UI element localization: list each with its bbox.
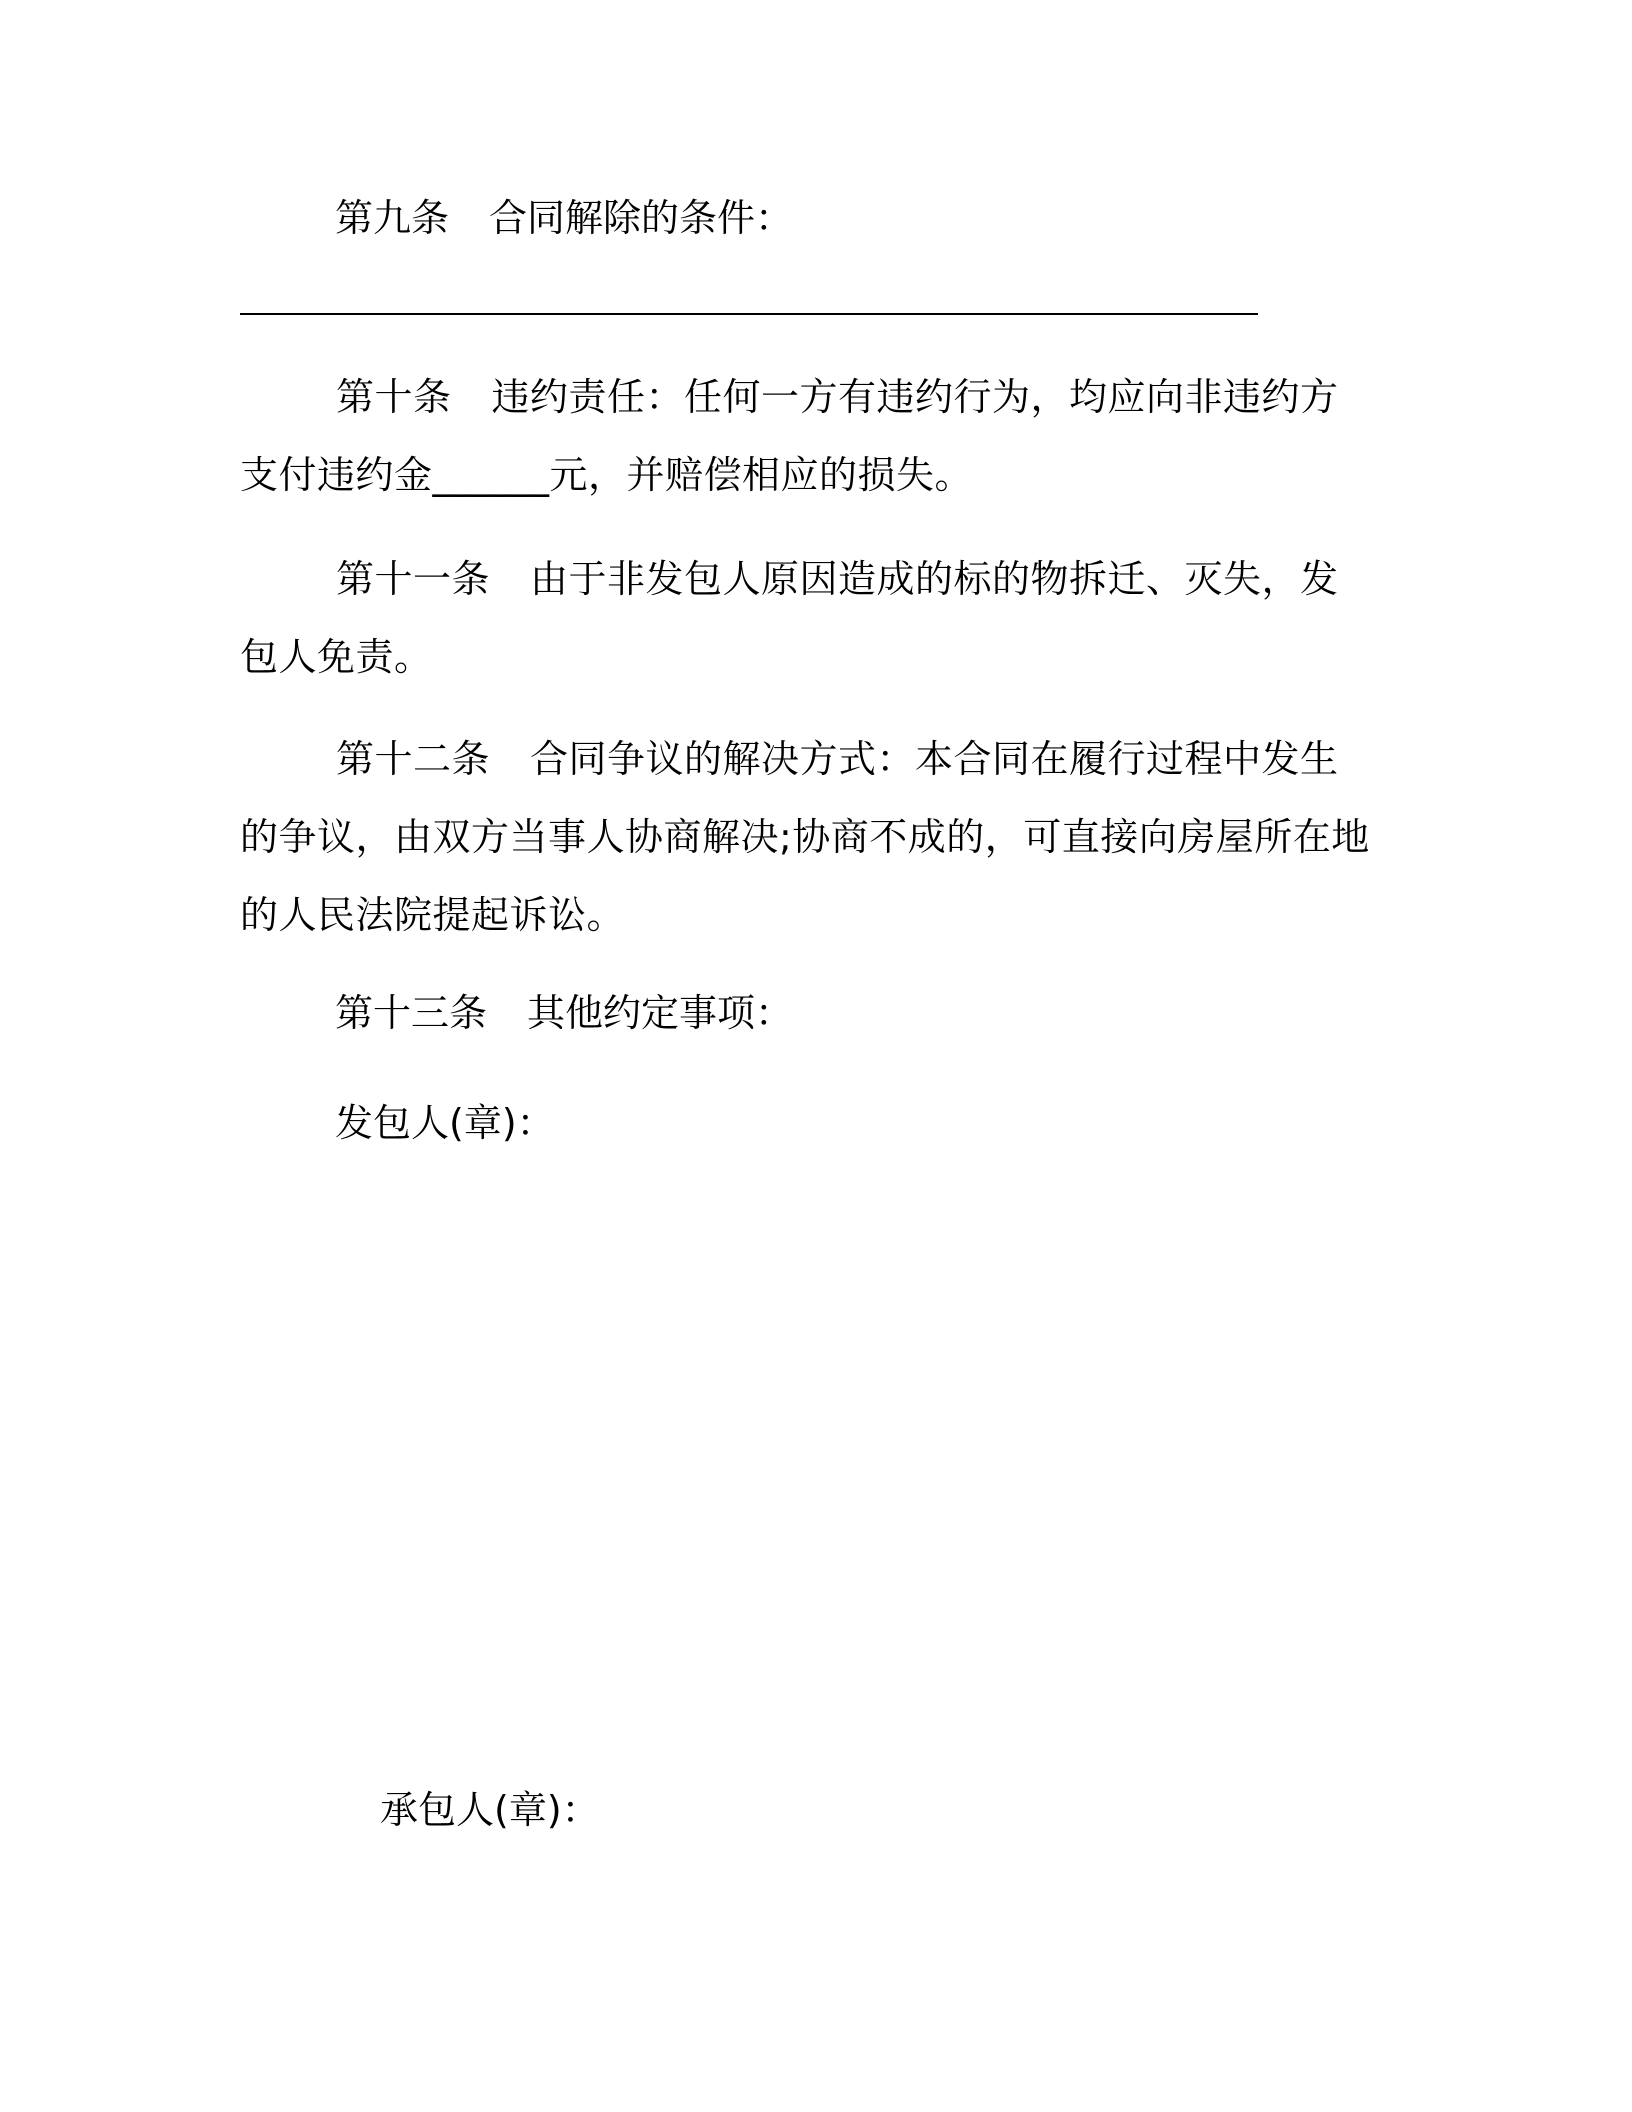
article-13-text: 其他约定事项： bbox=[527, 991, 794, 1035]
article-9-number: 第九条 bbox=[335, 196, 450, 240]
contractor-signature: 承包人(章)： bbox=[380, 1788, 600, 1832]
article-10 bbox=[240, 358, 1370, 514]
article-9-fill-line bbox=[240, 313, 1258, 315]
article-11-text: 由于非发包人原因造成的标的物拆迁、灭失，发包人免责。 bbox=[240, 557, 1339, 679]
article-10-number: 第十条 bbox=[336, 375, 452, 419]
article-13 bbox=[335, 988, 793, 1038]
article-12 bbox=[240, 720, 1370, 954]
article-10-text: 违约责任：任何一方有违约行为，均应向非违约方支付违约金 bbox=[240, 375, 1339, 497]
article-12-number: 第十二条 bbox=[336, 737, 491, 781]
article-11-number: 第十一条 bbox=[336, 557, 491, 601]
article-13-number: 第十三条 bbox=[335, 991, 488, 1035]
article-10-text-end: 元，并赔偿相应的损失。 bbox=[549, 453, 974, 497]
employer-signature: 发包人(章)： bbox=[335, 1101, 555, 1145]
article-12-text: 合同争议的解决方式：本合同在履行过程中发生的争议，由双方当事人协商解决;协商不成的，可直接向房屋所在地的人民法院提起诉讼。 bbox=[240, 737, 1370, 937]
article-11 bbox=[240, 540, 1370, 696]
article-10-amount-blank: ______ bbox=[432, 453, 550, 497]
article-9 bbox=[335, 193, 793, 243]
article-9-text: 合同解除的条件： bbox=[489, 196, 794, 240]
